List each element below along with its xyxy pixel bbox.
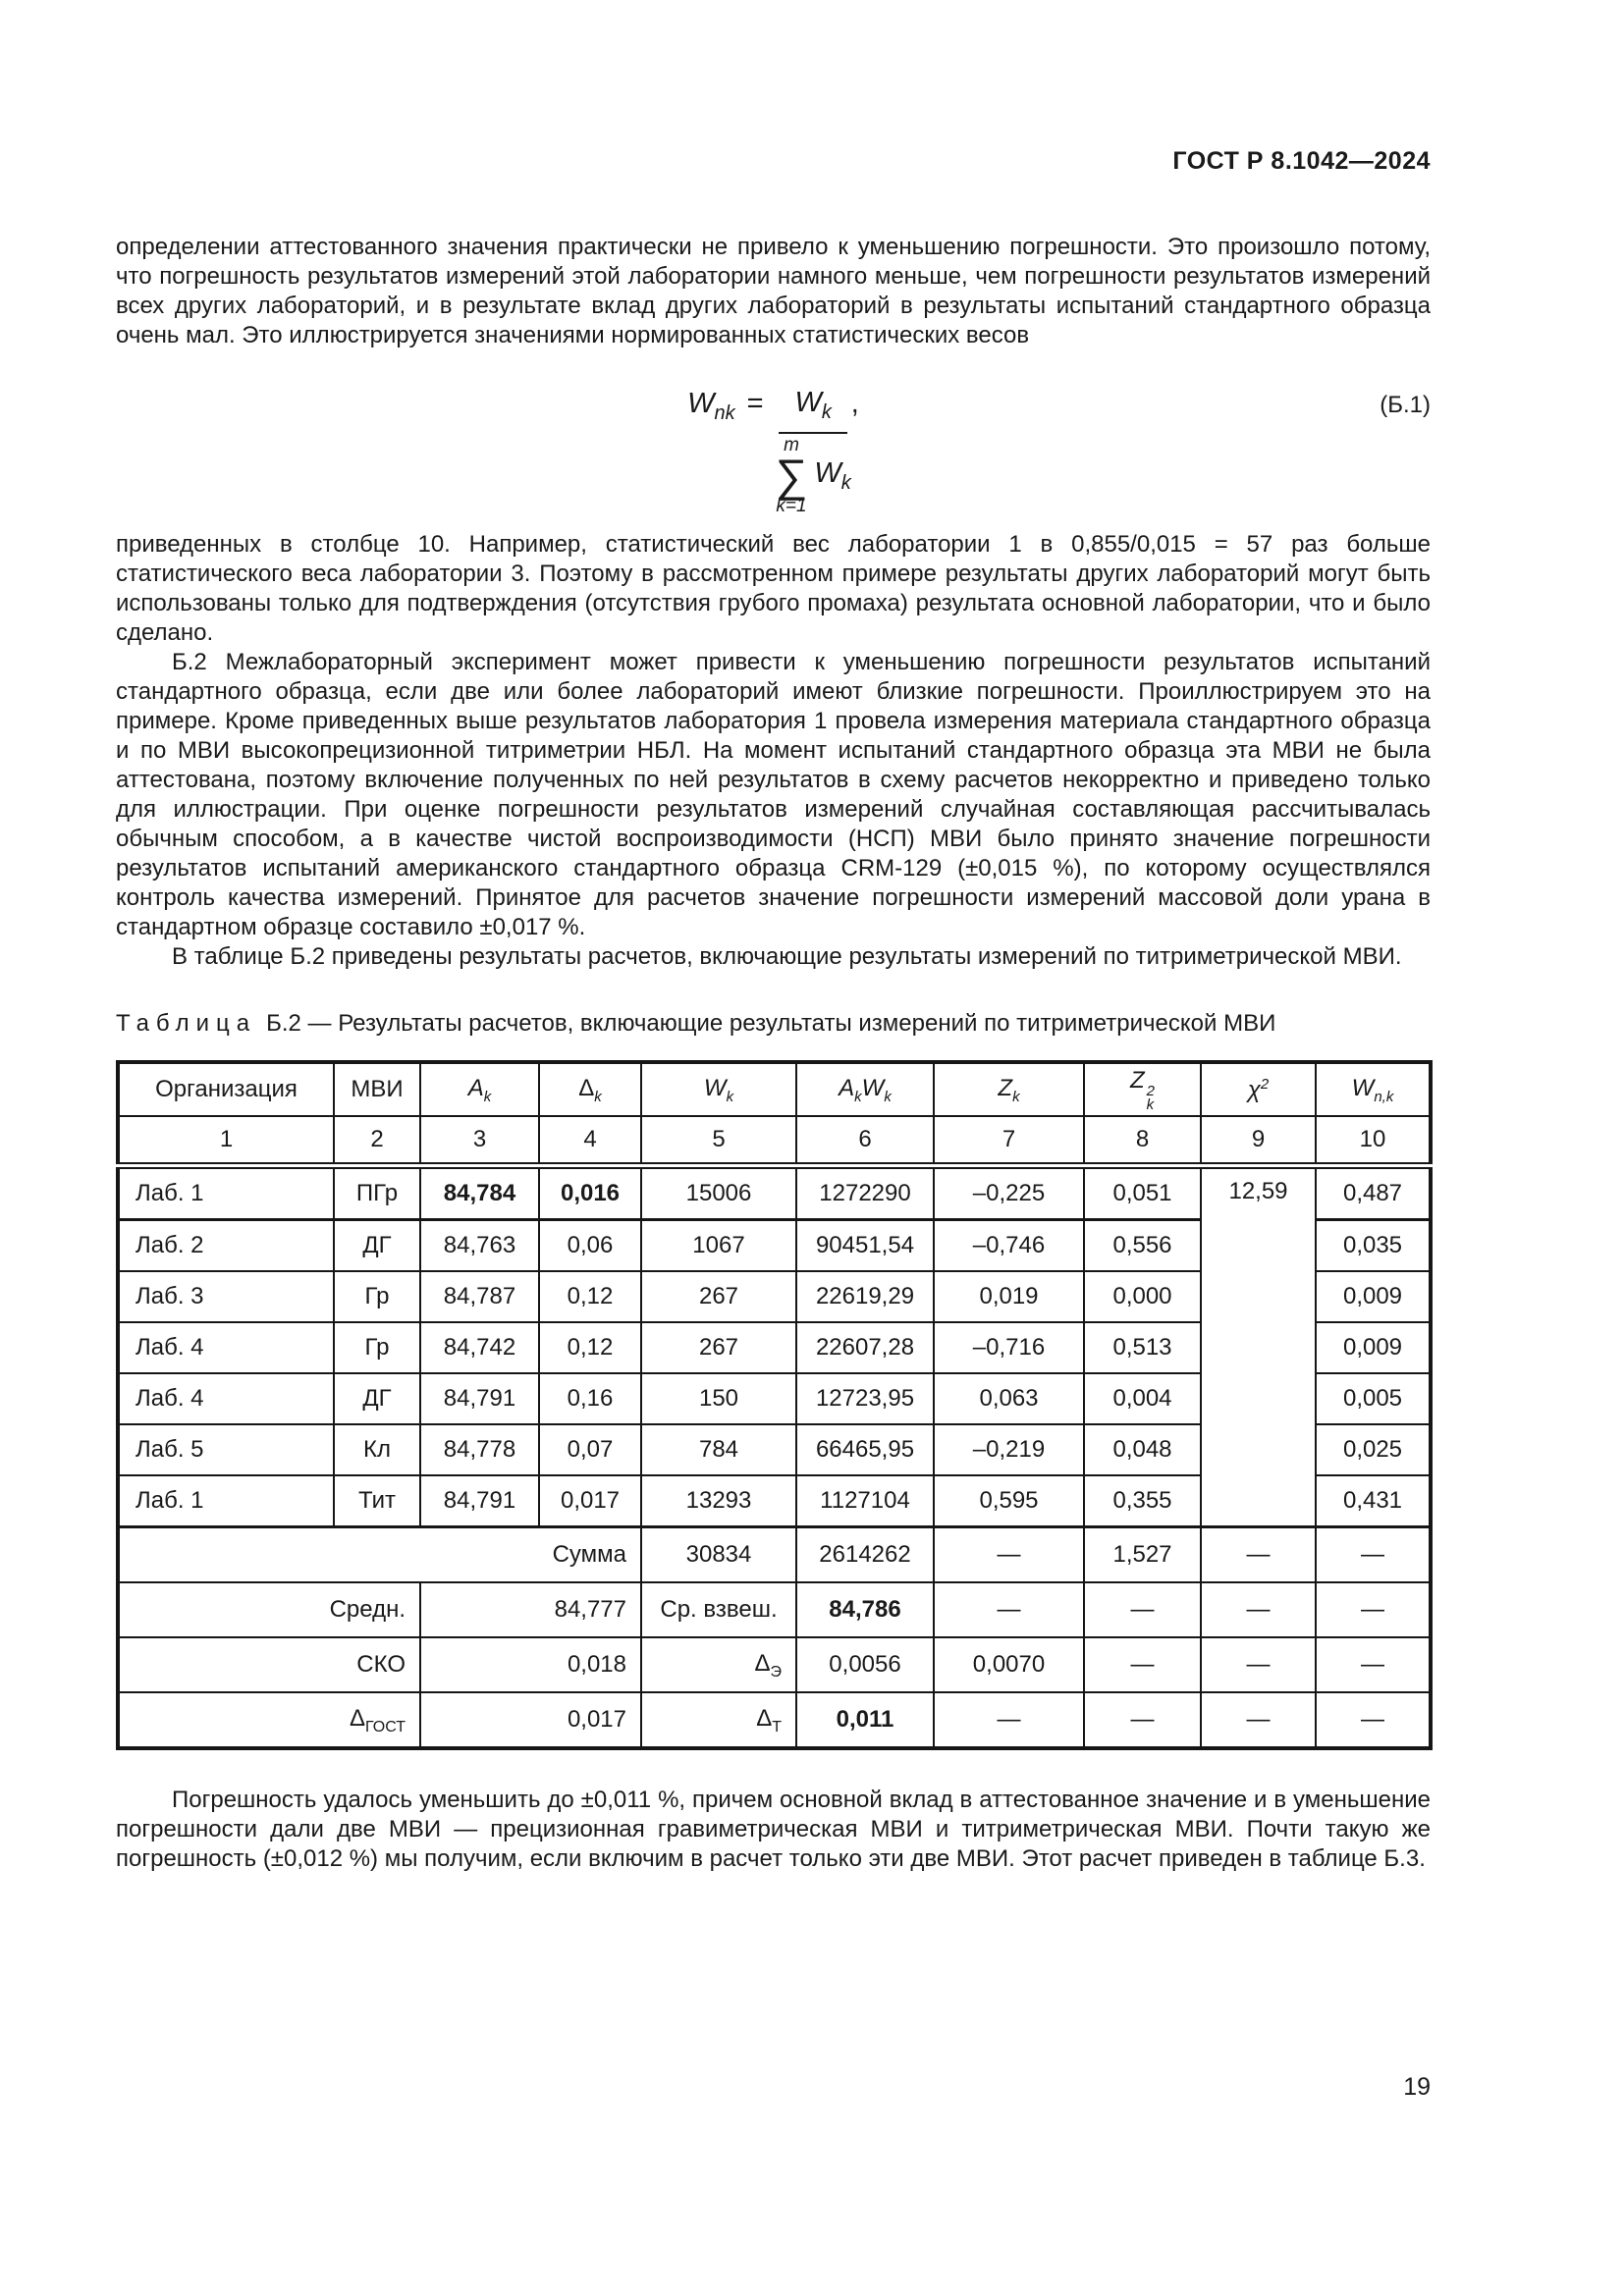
sum-zk2: 1,527 [1084, 1527, 1201, 1583]
header-zk2-base: Z [1129, 1067, 1145, 1095]
equation-number: (Б.1) [1380, 392, 1431, 418]
equals-sign: = [746, 388, 764, 419]
cell-akwk: 12723,95 [796, 1373, 934, 1424]
header-zk-sub: k [1012, 1088, 1020, 1105]
cell-zk2: 0,556 [1084, 1220, 1201, 1272]
results-table-b2 [116, 1060, 1433, 1750]
numerator-subscript: k [821, 400, 832, 423]
avg-label: Средн. [118, 1582, 420, 1637]
header-zk2-sub: k [1146, 1096, 1155, 1114]
delta-gost-value: 0,017 [420, 1692, 641, 1748]
cell-delta: 0,06 [539, 1220, 641, 1272]
cell-zk: 0,019 [934, 1271, 1084, 1322]
sko-dash: — [1316, 1637, 1431, 1692]
cell-zk: 0,063 [934, 1373, 1084, 1424]
cell-delta: 0,017 [539, 1475, 641, 1527]
col-number: 1 [118, 1116, 334, 1166]
header-ak-sub: k [483, 1088, 492, 1105]
col-header-wnk [1316, 1062, 1431, 1116]
sum-wnk-dash: — [1316, 1527, 1431, 1583]
col-header-wk [641, 1062, 796, 1116]
table-row-delta-gost [118, 1692, 1431, 1748]
cell-akwk: 1127104 [796, 1475, 934, 1527]
paragraph-continuation: определении аттестованного значения практически не привело к уменьшению погрешности. Это произошло потому, что погрешность результатов измерений этой лаборатории намного меньше, чем погрешности результатов измерений всех других лабораторий, и в результате вклад других лабораторий в результаты испытаний стандартного образца очень мал. Это иллюстрируется значениями нормированных статистических весов [116, 234, 1431, 348]
column-number-row [118, 1116, 1431, 1166]
avg-dash: — [1316, 1582, 1431, 1637]
table-row-lab1-pgr [118, 1166, 1431, 1220]
delta-gost-base: Δ [349, 1704, 365, 1732]
col-number: 5 [641, 1116, 796, 1166]
col-number: 6 [796, 1116, 934, 1166]
col-header-organization: Организация [118, 1062, 334, 1116]
cell-wk: 13293 [641, 1475, 796, 1527]
cell-zk: –0,219 [934, 1424, 1084, 1475]
col-number: 3 [420, 1116, 539, 1166]
cell-mvi: Кл [334, 1424, 420, 1475]
sum-chi2-dash: — [1201, 1527, 1316, 1583]
cell-ak: 84,778 [420, 1424, 539, 1475]
header-wk-base: W [703, 1075, 727, 1102]
table-caption-word: Таблица [116, 1010, 257, 1038]
header-akwk-base2: W [861, 1075, 885, 1102]
cell-akwk: 66465,95 [796, 1424, 934, 1475]
cell-org: Лаб. 4 [118, 1322, 334, 1373]
cell-wnk: 0,009 [1316, 1322, 1431, 1373]
cell-zk2: 0,051 [1084, 1166, 1201, 1220]
formula-lhs [687, 384, 775, 433]
paragraph-b2: Б.2 Межлабораторный эксперимент может привести к уменьшению погрешности результатов испытаний стандартного образца, если две или более лабораторий имеют близкие погрешности. Проиллюстрируем это на примере. Кроме приведенных выше результатов лаборатория 1 провела измерения материала стандартного образца и по МВИ высокопрецизионной титриметрии НБЛ. На момент испытаний стандартного образца эта МВИ не была аттестована, поэтому включение полученных по ней результатов в схему расчетов некорректно и приведено только для иллюстрации. При оценке погрешности результатов измерений случайная составляющая рассчитывалась обычным способом, а в качестве чистой воспроизводимости (НСП) МВИ было принято значение погрешности результатов испытаний американского стандартного образца CRM-129 (±0,015 %), по которому осуществлялся контроль качества измерений. Принятое для расчетов значение погрешности измерений массовой доли урана в стандартном образце составило ±0,017 %. [116, 649, 1431, 941]
weighted-avg-value: 84,786 [796, 1582, 934, 1637]
header-delta-sub: k [594, 1088, 602, 1105]
page-content [116, 0, 1431, 2101]
table-row-sko [118, 1637, 1431, 1692]
cell-chi2-merged: 12,59 [1201, 1166, 1316, 1527]
cell-ak: 84,787 [420, 1271, 539, 1322]
standard-number-header: ГОСТ Р 8.1042—2024 [1172, 147, 1431, 175]
cell-zk2: 0,513 [1084, 1322, 1201, 1373]
cell-wk: 1067 [641, 1220, 796, 1272]
delta-e-base: Δ [754, 1649, 771, 1677]
numerator-base: W [794, 387, 822, 418]
denominator-base: W [814, 457, 841, 490]
cell-akwk: 1272290 [796, 1166, 934, 1220]
sko-akwk: 0,0056 [796, 1637, 934, 1692]
header-chi-sup: 2 [1260, 1075, 1270, 1093]
sko-label: СКО [118, 1637, 420, 1692]
table-caption-text: Б.2 — Результаты расчетов, включающие результаты измерений по титриметрической МВИ [266, 1010, 1276, 1038]
cell-delta: 0,07 [539, 1424, 641, 1475]
sum-zk-dash: — [934, 1527, 1084, 1583]
col-number: 8 [1084, 1116, 1201, 1166]
cell-zk2: 0,004 [1084, 1373, 1201, 1424]
delta-e-sub: Э [770, 1663, 782, 1681]
cell-wk: 150 [641, 1373, 796, 1424]
cell-org: Лаб. 2 [118, 1220, 334, 1272]
formula-expression [116, 384, 1431, 516]
cell-mvi: ДГ [334, 1373, 420, 1424]
summation-lower-limit: k=1 [776, 496, 807, 517]
cell-wk: 267 [641, 1322, 796, 1373]
cell-mvi: Гр [334, 1322, 420, 1373]
cell-mvi: ДГ [334, 1220, 420, 1272]
cell-ak: 84,763 [420, 1220, 539, 1272]
header-wnk-base: W [1351, 1075, 1375, 1102]
header-akwk-sub2: k [884, 1088, 892, 1105]
col-header-akwk [796, 1062, 934, 1116]
cell-zk: –0,225 [934, 1166, 1084, 1220]
sko-value: 0,018 [420, 1637, 641, 1692]
cell-mvi: ПГр [334, 1166, 420, 1220]
sigma-symbol: ∑ [775, 449, 808, 501]
header-wnk-sub: n,k [1374, 1088, 1394, 1105]
cell-zk: –0,746 [934, 1220, 1084, 1272]
header-zk-base: Z [998, 1075, 1013, 1102]
cell-zk2: 0,355 [1084, 1475, 1201, 1527]
cell-ak: 84,791 [420, 1373, 539, 1424]
cell-delta: 0,016 [539, 1166, 641, 1220]
cell-ak: 84,784 [420, 1166, 539, 1220]
cell-ak: 84,742 [420, 1322, 539, 1373]
header-ak-base: A [467, 1075, 484, 1102]
cell-org: Лаб. 4 [118, 1373, 334, 1424]
formula-lhs-subscript: nk [714, 401, 735, 424]
gost-dash: — [934, 1692, 1084, 1748]
formula-comma: , [850, 388, 859, 419]
summation [776, 436, 808, 517]
header-zk2-subsup [1147, 1085, 1155, 1112]
header-akwk-sub1: k [854, 1088, 862, 1105]
sum-wk: 30834 [641, 1527, 796, 1583]
delta-t-base: Δ [756, 1704, 773, 1732]
avg-value: 84,777 [420, 1582, 641, 1637]
cell-wnk: 0,025 [1316, 1424, 1431, 1475]
cell-wk: 267 [641, 1271, 796, 1322]
col-header-zk2 [1084, 1062, 1201, 1116]
cell-ak: 84,791 [420, 1475, 539, 1527]
paragraph-conclusion: Погрешность удалось уменьшить до ±0,011 %, причем основной вклад в аттестованное значение и в уменьшение погрешности дали две МВИ — прецизионная гравиметрическая МВИ и титриметрическая МВИ. Почти такую же погрешность (±0,012 %) мы получим, если включим в расчет только эти две МВИ. Этот расчет приведен в таблице Б.3. [116, 1787, 1431, 1873]
cell-wnk: 0,035 [1316, 1220, 1431, 1272]
cell-zk2: 0,048 [1084, 1424, 1201, 1475]
denominator-subscript: k [840, 472, 851, 494]
col-header-zk [934, 1062, 1084, 1116]
header-zk2-sup: 2 [1146, 1083, 1155, 1100]
col-number: 9 [1201, 1116, 1316, 1166]
cell-org: Лаб. 1 [118, 1475, 334, 1527]
header-wk-sub: k [726, 1088, 734, 1105]
cell-delta: 0,12 [539, 1271, 641, 1322]
col-number: 2 [334, 1116, 420, 1166]
gost-dash: — [1084, 1692, 1201, 1748]
cell-wk: 15006 [641, 1166, 796, 1220]
col-number: 10 [1316, 1116, 1431, 1166]
cell-akwk: 22607,28 [796, 1322, 934, 1373]
col-header-mvi: МВИ [334, 1062, 420, 1116]
delta-t-label [641, 1692, 796, 1748]
cell-zk: –0,716 [934, 1322, 1084, 1373]
col-number: 7 [934, 1116, 1084, 1166]
header-delta-base: Δ [578, 1075, 595, 1102]
formula-lhs-base: W [687, 388, 715, 419]
cell-wnk: 0,009 [1316, 1271, 1431, 1322]
cell-akwk: 22619,29 [796, 1271, 934, 1322]
delta-t-value: 0,011 [796, 1692, 934, 1748]
cell-wk: 784 [641, 1424, 796, 1475]
col-header-ak [420, 1062, 539, 1116]
avg-dash: — [1201, 1582, 1316, 1637]
page-number: 19 [1403, 2073, 1431, 2101]
cell-zk2: 0,000 [1084, 1271, 1201, 1322]
cell-zk: 0,595 [934, 1475, 1084, 1527]
weighted-avg-label: Ср. взвеш. [641, 1582, 796, 1637]
delta-e-label [641, 1637, 796, 1692]
cell-org: Лаб. 3 [118, 1271, 334, 1322]
table-header-row [118, 1062, 1431, 1116]
cell-delta: 0,12 [539, 1322, 641, 1373]
formula-b1 [116, 384, 1431, 516]
cell-mvi: Тит [334, 1475, 420, 1527]
denominator-term [814, 459, 850, 493]
cell-akwk: 90451,54 [796, 1220, 934, 1272]
avg-dash: — [1084, 1582, 1201, 1637]
cell-mvi: Гр [334, 1271, 420, 1322]
gost-dash: — [1316, 1692, 1431, 1748]
gost-dash: — [1201, 1692, 1316, 1748]
col-number: 4 [539, 1116, 641, 1166]
cell-org: Лаб. 5 [118, 1424, 334, 1475]
sko-dash: — [1201, 1637, 1316, 1692]
delta-gost-sub: ГОСТ [364, 1718, 406, 1735]
cell-wnk: 0,005 [1316, 1373, 1431, 1424]
col-header-deltak [539, 1062, 641, 1116]
sum-label: Сумма [118, 1527, 641, 1583]
paragraph-weights: приведенных в столбце 10. Например, статистический вес лаборатории 1 в 0,855/0,015 = 57 раз больше статистического веса лаборатории 3. Поэтому в рассмотренном примере результаты других лабораторий могут быть использованы только для подтверждения (отсутствия грубого промаха) результата основной лаборатории, что и было сделано. [116, 531, 1431, 647]
sko-zk: 0,0070 [934, 1637, 1084, 1692]
fraction-denominator [776, 436, 851, 517]
summation-upper-limit: m [784, 434, 799, 455]
header-akwk-base1: A [839, 1075, 855, 1102]
cell-wnk: 0,431 [1316, 1475, 1431, 1527]
col-header-chi2 [1201, 1062, 1316, 1116]
table-row-sum [118, 1527, 1431, 1583]
paragraph-table-intro: В таблице Б.2 приведены результаты расчетов, включающие результаты измерений по титриметрической МВИ. [172, 943, 1402, 971]
cell-wnk: 0,487 [1316, 1166, 1431, 1220]
fraction-numerator [779, 384, 846, 434]
fraction [776, 384, 851, 516]
header-chi-base: χ [1247, 1076, 1261, 1103]
cell-delta: 0,16 [539, 1373, 641, 1424]
sko-dash: — [1084, 1637, 1201, 1692]
avg-dash: — [934, 1582, 1084, 1637]
delta-t-sub: Т [772, 1718, 782, 1735]
table-caption [116, 1009, 1431, 1039]
sum-akwk: 2614262 [796, 1527, 934, 1583]
table-row-average [118, 1582, 1431, 1637]
cell-org: Лаб. 1 [118, 1166, 334, 1220]
delta-gost-label [118, 1692, 420, 1748]
